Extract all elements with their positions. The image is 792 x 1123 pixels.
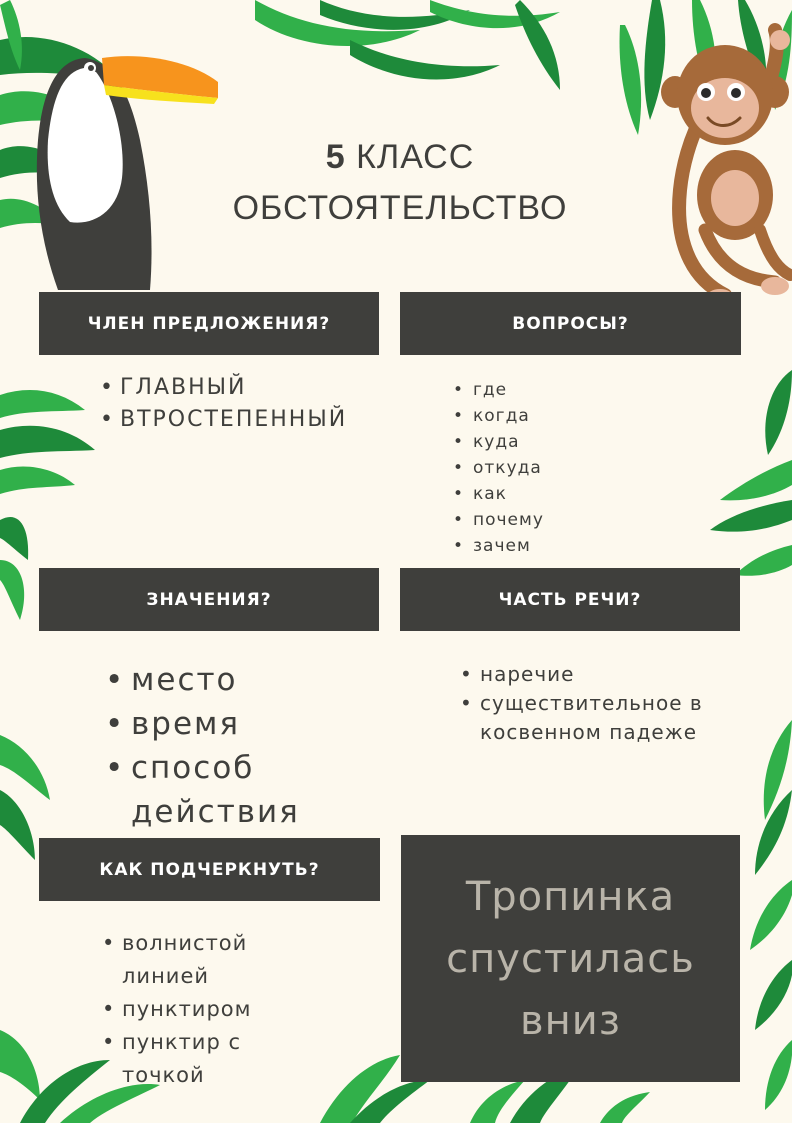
part-of-speech-list <box>460 660 720 747</box>
example-line: Тропинка <box>465 873 676 920</box>
list-item: • зачем <box>453 533 544 559</box>
list-item: • место <box>105 658 365 702</box>
list-item: • наречие <box>460 660 720 689</box>
list-item: • пунктиром <box>102 993 302 1026</box>
grade-word: КЛАСС <box>356 138 475 176</box>
list-item: • существительное в косвенном падеже <box>460 689 720 747</box>
part-of-speech-heading: ЧАСТЬ РЕЧИ? <box>400 568 740 631</box>
list-item: • куда <box>453 429 544 455</box>
list-item: • ВТРОСТЕПЕННЫЙ <box>100 404 347 436</box>
example-line: вниз <box>520 997 621 1044</box>
list-item: • пунктир с точкой <box>102 1026 302 1092</box>
member-heading: ЧЛЕН ПРЕДЛОЖЕНИЯ? <box>39 292 379 355</box>
list-item: • где <box>453 377 544 403</box>
list-item: • волнистой линией <box>102 927 302 993</box>
underline-list <box>102 927 302 1092</box>
example-sentence-box <box>401 835 740 1082</box>
list-item: • как <box>453 481 544 507</box>
list-item: • когда <box>453 403 544 429</box>
meanings-heading: ЗНАЧЕНИЯ? <box>39 568 379 631</box>
list-item: • откуда <box>453 455 544 481</box>
member-list <box>100 372 347 436</box>
list-item: • способ действия <box>105 746 365 834</box>
example-line: спустилась <box>446 935 695 982</box>
page-title <box>200 135 600 231</box>
meanings-list <box>105 658 365 834</box>
list-item: • почему <box>453 507 544 533</box>
topic-title: ОБСТОЯТЕЛЬСТВО <box>232 189 568 227</box>
questions-heading: ВОПРОСЫ? <box>400 292 741 355</box>
questions-list <box>453 377 544 559</box>
grade-number: 5 <box>325 138 346 176</box>
underline-heading: КАК ПОДЧЕРКНУТЬ? <box>39 838 380 901</box>
list-item: • ГЛАВНЫЙ <box>100 372 347 404</box>
list-item: • время <box>105 702 365 746</box>
